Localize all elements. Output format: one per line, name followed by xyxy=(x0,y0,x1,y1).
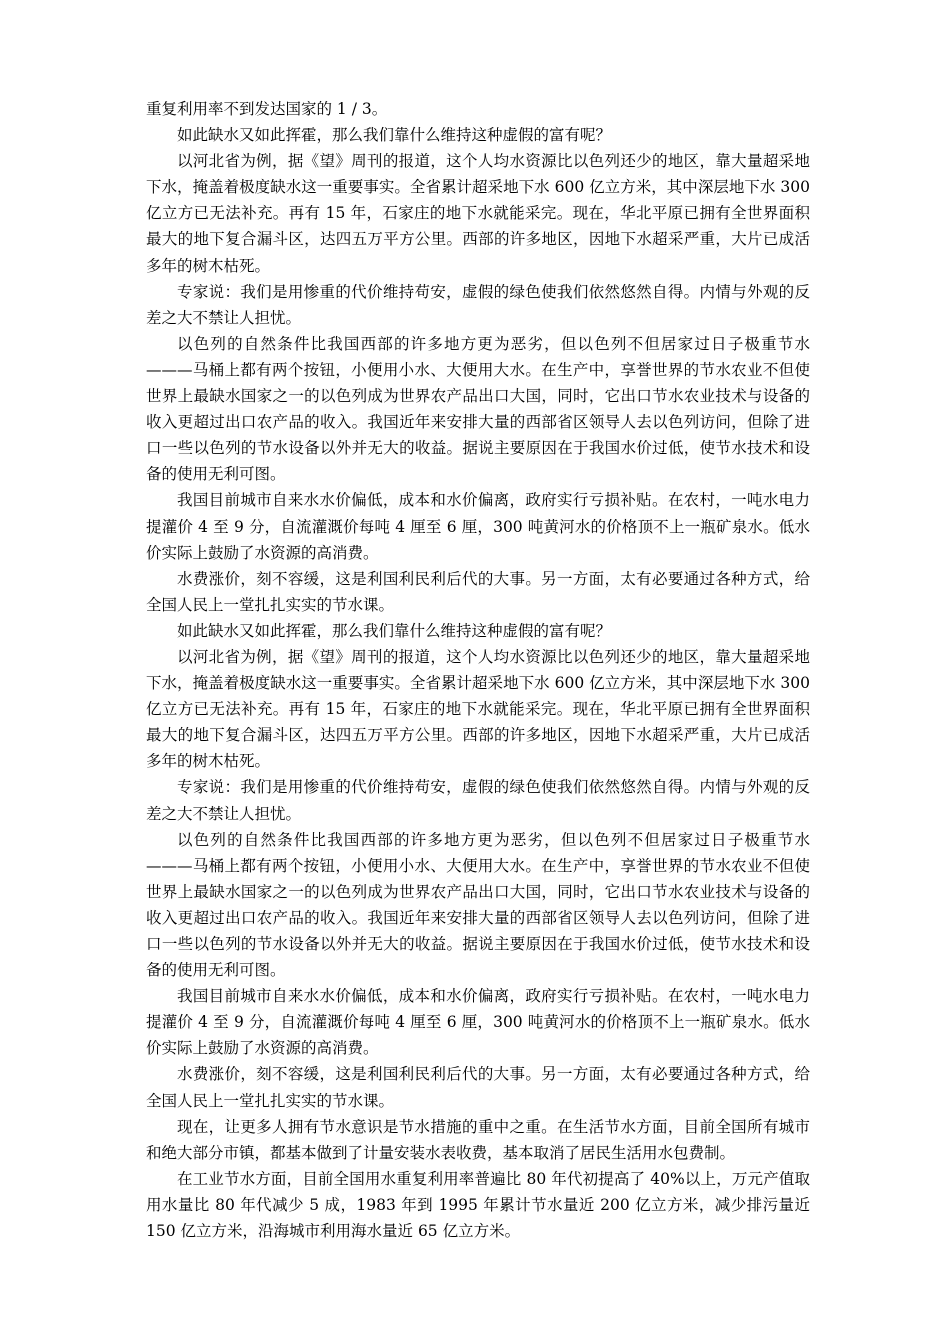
paragraph: 水费涨价，刻不容缓，这是利国利民利后代的大事。另一方面，太有必要通过各种方式，给全国人民上一堂扎扎实实的节水课。 xyxy=(146,569,810,614)
paragraph: 如此缺水又如此挥霍，那么我们靠什么维持这种虚假的富有呢？ xyxy=(177,126,612,145)
paragraph: 专家说：我们是用惨重的代价维持苟安，虚假的绿色使我们依然悠然自得。内情与外观的反差之大不禁让人担忧。 xyxy=(146,778,810,823)
paragraph: 现在，让更多人拥有节水意识是节水措施的重中之重。在生活节水方面，目前全国所有城市和绝大部分市镇，都基本做到了计量安装水表收费，基本取消了居民生活用水包费制。 xyxy=(146,1117,810,1162)
paragraph: 重复利用率不到发达国家的 1 / 3。 xyxy=(146,100,388,118)
paragraph: 以河北省为例，据《望》周刊的报道，这个人均水资源比以色列还少的地区，靠大量超采地下水，掩盖着极度缺水这一重要事实。全省累计超采地下水 600 亿立方米，其中深层地下水 300 亿立方已无法补充。再有 15 年，石家庄的地下水就能采完。现在，华北平原已拥有全世界面积最大的地下复合漏斗区，达四五万平方公里。西部的许多地区，因地下水超采严重，大片已成活多年的树木枯死。 xyxy=(146,647,810,771)
paragraph: 以色列的自然条件比我国西部的许多地方更为恶劣，但以色列不但居家过日子极重节水———马桶上都有两个按钮，小便用小水、大便用大水。在生产中，享誉世界的节水农业不但使世界上最缺水国家之一的以色列成为世界农产品出口大国，同时，它出口节水农业技术与设备的收入更超过出口农产品的收入。我国近年来安排大量的西部省区领导人去以色列访问，但除了进口一些以色列的节水设备以外并无大的收益。据说主要原因在于我国水价过低，使节水技术和设备的使用无利可图。 xyxy=(146,830,810,980)
paragraph: 如此缺水又如此挥霍，那么我们靠什么维持这种虚假的富有呢？ xyxy=(177,621,612,640)
paragraph: 我国目前城市自来水水价偏低，成本和水价偏离，政府实行亏损补贴。在农村，一吨水电力提灌价 4 至 9 分，自流灌溉价每吨 4 厘至 6 厘，300 吨黄河水的价格顶不上一瓶矿泉水。低水价实际上鼓励了水资源的高消费。 xyxy=(146,491,810,562)
paragraph: 专家说：我们是用惨重的代价维持苟安，虚假的绿色使我们依然悠然自得。内情与外观的反差之大不禁让人担忧。 xyxy=(146,282,810,327)
paragraph: 我国目前城市自来水水价偏低，成本和水价偏离，政府实行亏损补贴。在农村，一吨水电力提灌价 4 至 9 分，自流灌溉价每吨 4 厘至 6 厘，300 吨黄河水的价格顶不上一瓶矿泉水。低水价实际上鼓励了水资源的高消费。 xyxy=(146,987,810,1058)
paragraph: 水费涨价，刻不容缓，这是利国利民利后代的大事。另一方面，太有必要通过各种方式，给全国人民上一堂扎扎实实的节水课。 xyxy=(146,1065,810,1110)
document-body xyxy=(146,96,810,1244)
paragraph: 以河北省为例，据《望》周刊的报道，这个人均水资源比以色列还少的地区，靠大量超采地下水，掩盖着极度缺水这一重要事实。全省累计超采地下水 600 亿立方米，其中深层地下水 300 亿立方已无法补充。再有 15 年，石家庄的地下水就能采完。现在，华北平原已拥有全世界面积最大的地下复合漏斗区，达四五万平方公里。西部的许多地区，因地下水超采严重，大片已成活多年的树木枯死。 xyxy=(146,152,810,275)
paragraph: 在工业节水方面，目前全国用水重复利用率普遍比 80 年代初提高了 40%以上，万元产值取用水量比 80 年代减少 5 成，1983 年到 1995 年累计节水量近 200 亿立方米，减少排污量近 150 亿立方米，沿海城市利用海水量近 65 亿立方米。 xyxy=(146,1169,810,1241)
paragraph: 以色列的自然条件比我国西部的许多地方更为恶劣，但以色列不但居家过日子极重节水———马桶上都有两个按钮，小便用小水、大便用大水。在生产中，享誉世界的节水农业不但使世界上最缺水国家之一的以色列成为世界农产品出口大国，同时，它出口节水农业技术与设备的收入更超过出口农产品的收入。我国近年来安排大量的西部省区领导人去以色列访问，但除了进口一些以色列的节水设备以外并无大的收益。据说主要原因在于我国水价过低，使节水技术和设备的使用无利可图。 xyxy=(146,334,810,484)
